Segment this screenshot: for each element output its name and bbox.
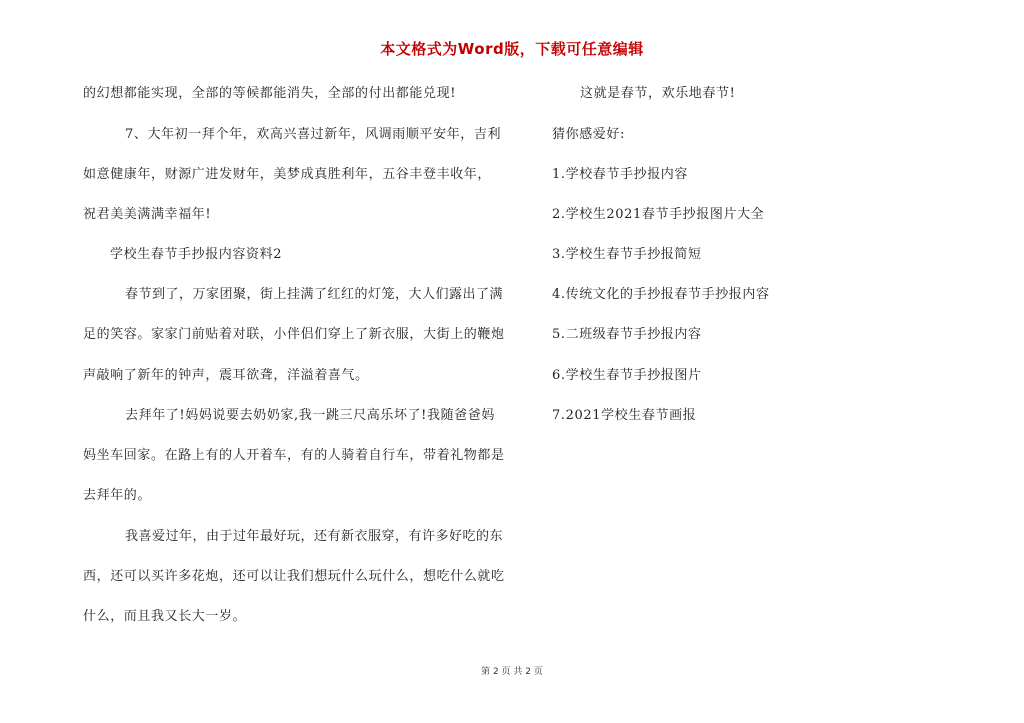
related-link[interactable]: 6.学校生春节手抄报图片 xyxy=(552,368,702,383)
related-link[interactable]: 2.学校生2021春节手抄报图片大全 xyxy=(552,207,765,222)
text-line: 如意健康年，财源广进发财年，美梦成真胜利年，五谷丰登丰收年， xyxy=(83,167,492,182)
text-line: 什么，而且我又长大一岁。 xyxy=(83,609,247,624)
text-line: 去拜年的。 xyxy=(83,488,152,503)
document-banner: 本文格式为Word版，下载可任意编辑 xyxy=(380,40,644,58)
section-heading: 学校生春节手抄报内容资料2 xyxy=(110,247,283,262)
page-footer: 第 2 页 共 2 页 xyxy=(481,667,543,677)
related-link[interactable]: 7.2021学校生春节画报 xyxy=(552,408,697,423)
related-link[interactable]: 3.学校生春节手抄报简短 xyxy=(552,247,702,262)
text-line: 去拜年了!妈妈说要去奶奶家,我一跳三尺高乐坏了!我随爸爸妈 xyxy=(125,408,495,423)
related-link[interactable]: 5.二班级春节手抄报内容 xyxy=(552,327,702,342)
related-heading: 猜你感爱好: xyxy=(552,127,625,142)
text-line: 7、大年初一拜个年，欢高兴喜过新年，风调雨顺平安年，吉利 xyxy=(125,127,502,142)
text-line: 妈坐车回家。在路上有的人开着车，有的人骑着自行车，带着礼物都是 xyxy=(83,448,505,463)
related-link[interactable]: 4.传统文化的手抄报春节手抄报内容 xyxy=(552,287,770,302)
text-line: 足的笑容。家家门前贴着对联，小伴侣们穿上了新衣服，大街上的鞭炮 xyxy=(83,327,505,342)
text-line: 春节到了，万家团聚，街上挂满了红红的灯笼，大人们露出了满 xyxy=(125,287,504,302)
text-line: 的幻想都能实现，全部的等候都能消失，全部的付出都能兑现! xyxy=(83,86,457,101)
related-link[interactable]: 1.学校春节手抄报内容 xyxy=(552,167,689,182)
text-line: 这就是春节，欢乐地春节! xyxy=(580,86,736,101)
text-line: 祝君美美满满幸福年! xyxy=(83,207,212,222)
text-line: 声敲响了新年的钟声，震耳欲聋，洋溢着喜气。 xyxy=(83,368,369,383)
text-line: 我喜爱过年，由于过年最好玩，还有新衣服穿，有许多好吃的东 xyxy=(125,529,504,544)
text-line: 西，还可以买许多花炮，还可以让我们想玩什么玩什么，想吃什么就吃 xyxy=(83,569,505,584)
